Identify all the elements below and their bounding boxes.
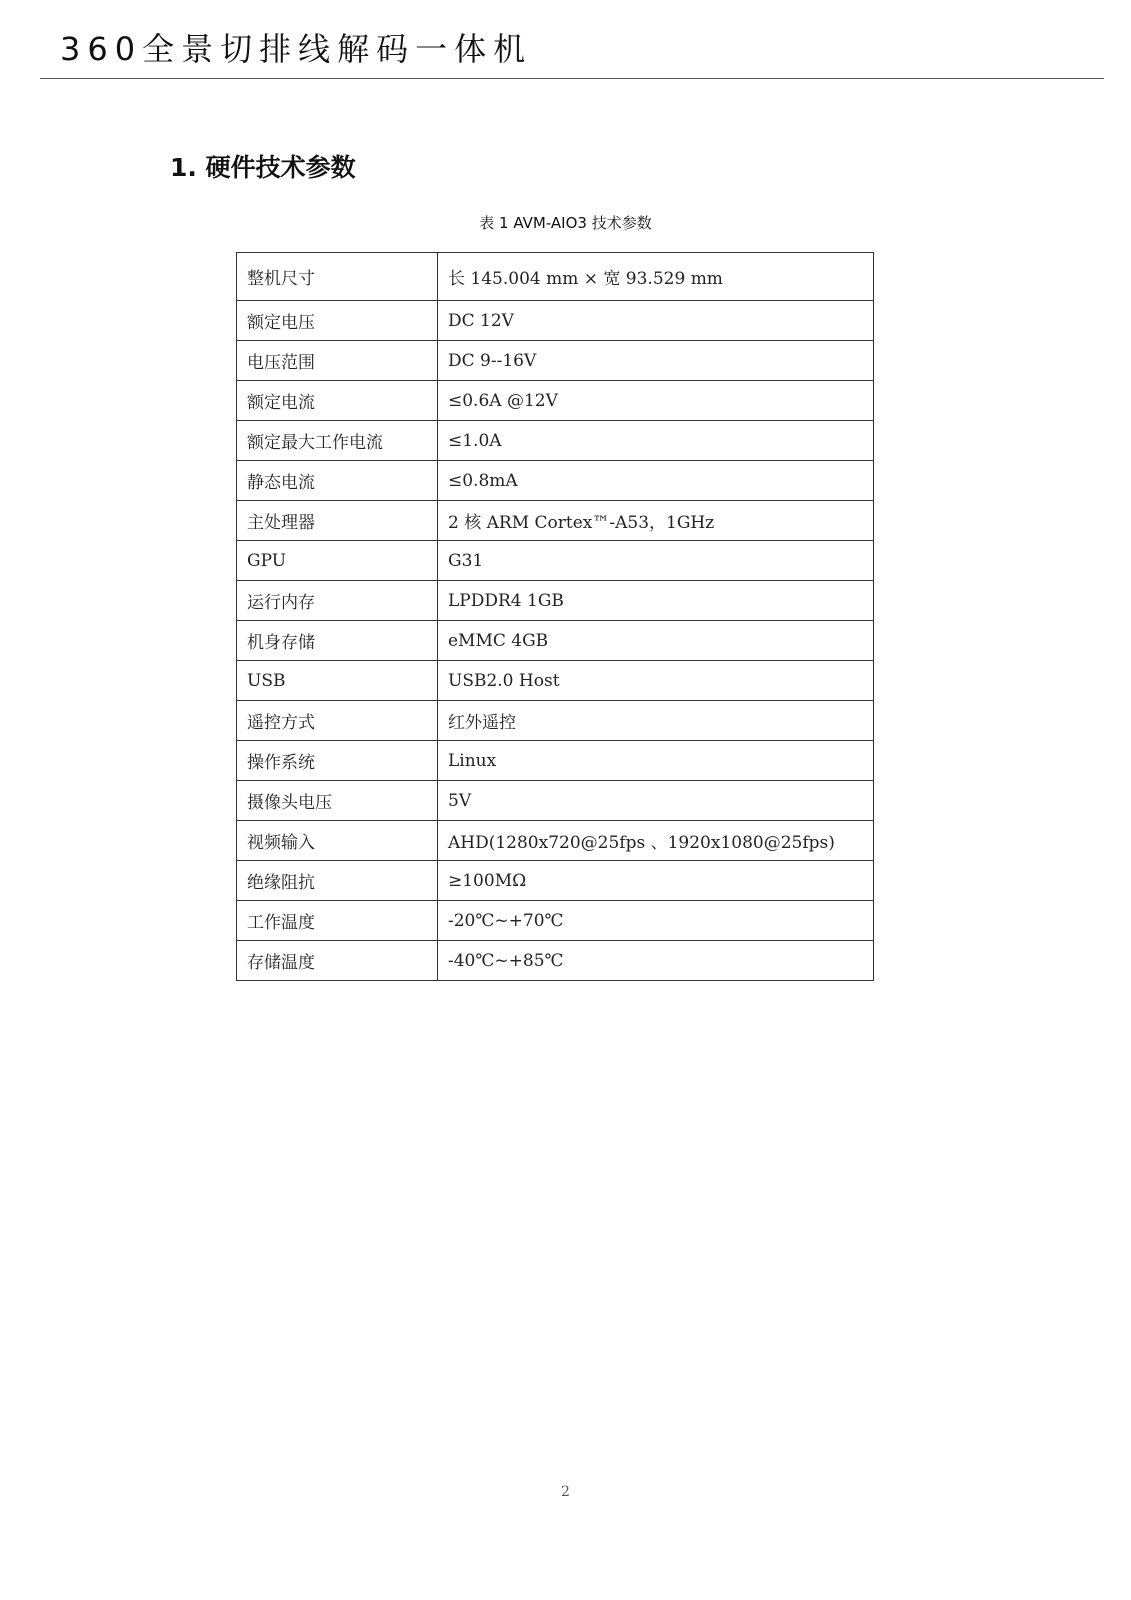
row-label: USB (237, 661, 438, 701)
row-label: 静态电流 (237, 461, 438, 501)
table-row (237, 541, 874, 581)
row-value: ≤1.0A (438, 421, 874, 461)
row-value: DC 12V (438, 301, 874, 341)
table-caption: 表 1 AVM-AIO3 技术参数 (479, 214, 652, 232)
row-value: eMMC 4GB (438, 621, 874, 661)
row-value: USB2.0 Host (438, 661, 874, 701)
header-divider (40, 78, 1104, 79)
row-value: 5V (438, 781, 874, 821)
row-label: 额定最大工作电流 (237, 421, 438, 461)
spec-table (236, 252, 874, 981)
row-value: LPDDR4 1GB (438, 581, 874, 621)
row-label: 摄像头电压 (237, 781, 438, 821)
row-value: 长 145.004 mm × 宽 93.529 mm (438, 253, 874, 301)
row-value: DC 9--16V (438, 341, 874, 381)
table-row (237, 661, 874, 701)
document-header-title: 360全景切排线解码一体机 (60, 30, 533, 68)
row-label: 机身存储 (237, 621, 438, 661)
table-row (237, 461, 874, 501)
row-label: 额定电压 (237, 301, 438, 341)
row-value: ≥100MΩ (438, 861, 874, 901)
table-row (237, 941, 874, 981)
row-value: 2 核 ARM Cortex™-A53，1GHz (438, 501, 874, 541)
row-label: 额定电流 (237, 381, 438, 421)
table-row (237, 341, 874, 381)
table-row (237, 501, 874, 541)
table-row (237, 581, 874, 621)
table-row (237, 701, 874, 741)
page-number: 2 (561, 1484, 570, 1500)
table-row (237, 861, 874, 901)
row-label: 操作系统 (237, 741, 438, 781)
row-value: ≤0.6A @12V (438, 381, 874, 421)
row-label: 绝缘阻抗 (237, 861, 438, 901)
section-title: 1. 硬件技术参数 (170, 153, 356, 182)
table-row (237, 253, 874, 301)
table-row (237, 381, 874, 421)
table-row (237, 301, 874, 341)
row-label: 整机尺寸 (237, 253, 438, 301)
row-label: 存储温度 (237, 941, 438, 981)
row-label: 工作温度 (237, 901, 438, 941)
row-label: 视频输入 (237, 821, 438, 861)
table-row (237, 821, 874, 861)
table-row (237, 901, 874, 941)
table-row (237, 421, 874, 461)
table-row (237, 781, 874, 821)
row-value: 红外遥控 (438, 701, 874, 741)
table-row (237, 741, 874, 781)
row-value: G31 (438, 541, 874, 581)
row-label: GPU (237, 541, 438, 581)
row-value: AHD(1280x720@25fps 、1920x1080@25fps) (438, 821, 874, 861)
row-value: Linux (438, 741, 874, 781)
row-label: 遥控方式 (237, 701, 438, 741)
row-label: 主处理器 (237, 501, 438, 541)
table-row (237, 621, 874, 661)
row-value: ≤0.8mA (438, 461, 874, 501)
row-value: -40℃~+85℃ (438, 941, 874, 981)
row-label: 电压范围 (237, 341, 438, 381)
row-value: -20℃~+70℃ (438, 901, 874, 941)
row-label: 运行内存 (237, 581, 438, 621)
